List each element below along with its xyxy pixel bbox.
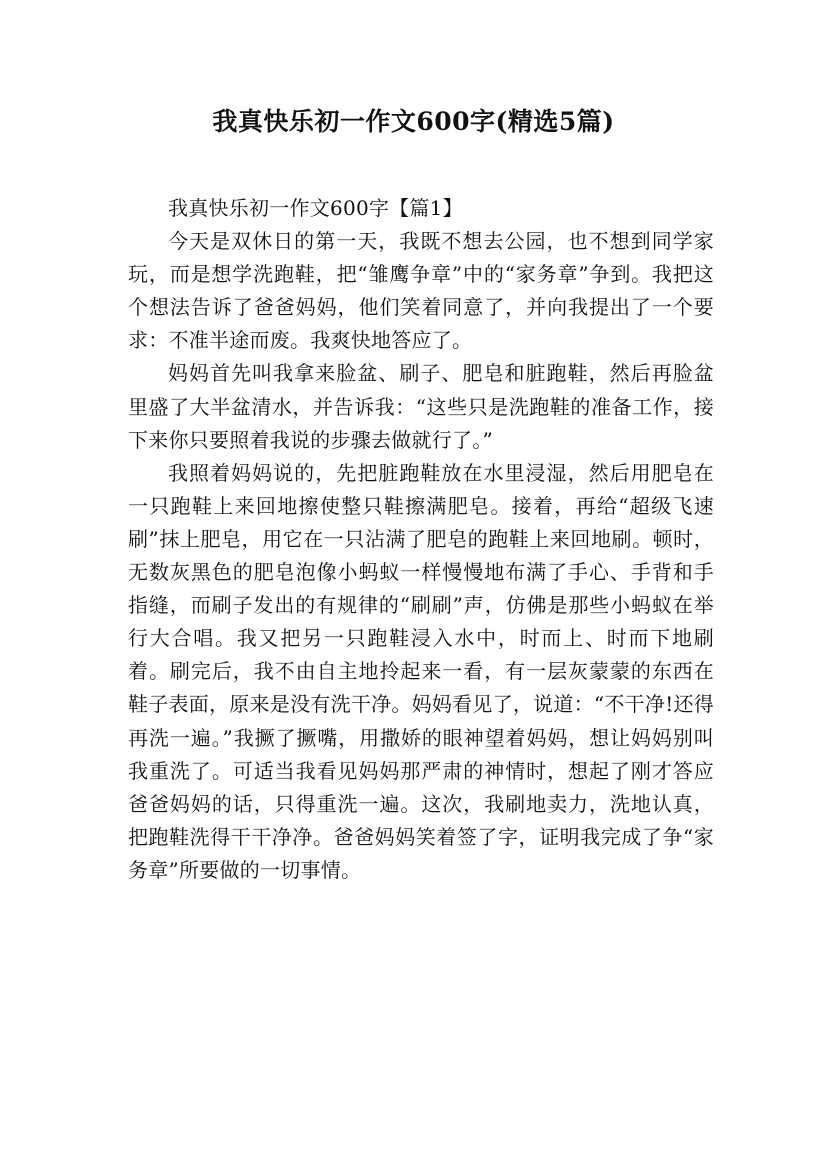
- paragraph-2: 妈妈首先叫我拿来脸盆、刷子、肥皂和脏跑鞋，然后再脸盆里盛了大半盆清水，并告诉我：“这些只是洗跑鞋的准备工作，接下来你只要照着我说的步骤去做就行了。”: [128, 361, 714, 452]
- section-heading: 我真快乐初一作文600字【篇1】: [168, 196, 463, 220]
- document-title: 我真快乐初一作文600字(精选5篇): [212, 107, 615, 136]
- paragraph-3: 我照着妈妈说的，先把脏跑鞋放在水里浸湿，然后用肥皂在一只跑鞋上来回地擦使整只鞋擦满肥皂。接着，再给“超级飞速刷”抹上肥皂，用它在一只沾满了肥皂的跑鞋上来回地刷。顿时，无数灰黑色的肥皂泡像小蚂蚁一样慢慢地布满了手心、手背和手指缝，而刷子发出的有规律的“刷刷”声，仿佛是那些小蚂蚁在举行大合唱。我又把另一只跑鞋浸入水中，时而上、时而下地刷着。刷完后，我不由自主地拎起来一看，有一层灰蒙蒙的东西在鞋子表面，原来是没有洗干净。妈妈看见了，说道：“不干净!还得再洗一遍。”我撅了撅嘴，用撒娇的眼神望着妈妈，想让妈妈别叫我重洗了。可适当我看见妈妈那严肃的神情时，想起了刚才答应爸爸妈妈的话，只得重洗一遍。这次，我刷地卖力，洗地认真，把跑鞋洗得干干净净。爸爸妈妈笑着签了字，证明我完成了争“家务章”所要做的一切事情。: [128, 460, 714, 882]
- document-body: [128, 192, 714, 887]
- paragraph-1: 今天是双休日的第一天，我既不想去公园，也不想到同学家玩，而是想学洗跑鞋，把“雏鹰争章”中的“家务章”争到。我把这个想法告诉了爸爸妈妈，他们笑着同意了，并向我提出了一个要求：不准半途而废。我爽快地答应了。: [128, 229, 714, 353]
